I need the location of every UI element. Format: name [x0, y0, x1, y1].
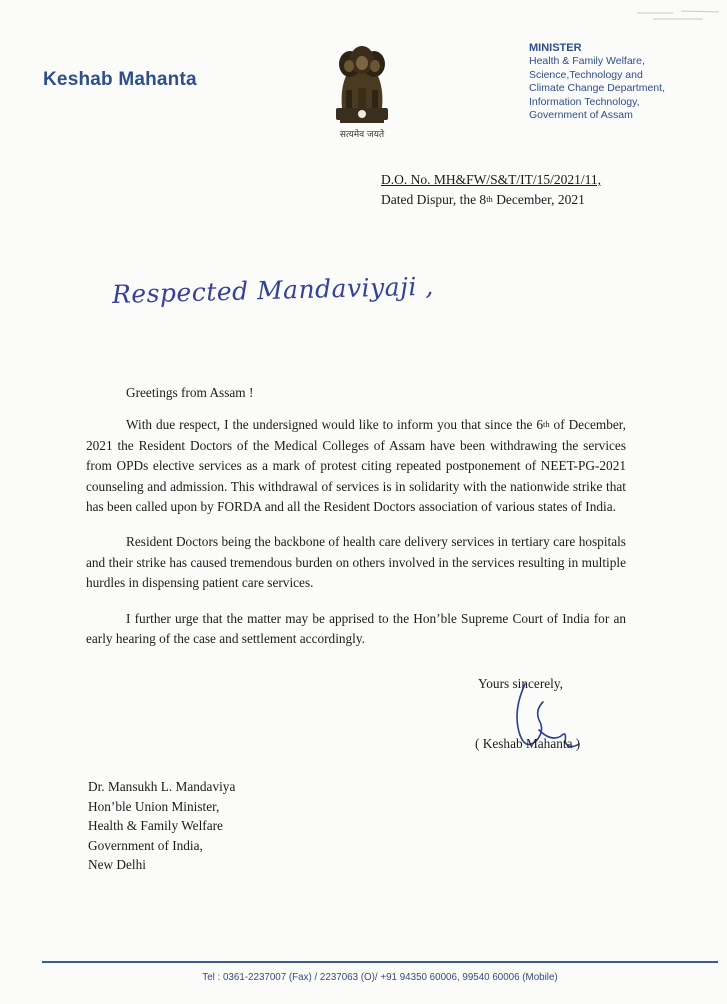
- paragraph-1-start: With due respect, I the undersigned would like to inform you that since the 6: [126, 417, 543, 433]
- recipient-line: Hon’ble Union Minister,: [88, 798, 220, 814]
- minister-line: Climate Change Department,: [529, 82, 665, 95]
- greeting: Greetings from Assam !: [126, 385, 254, 400]
- signer-name: ( Keshab Mahanta ): [475, 736, 581, 751]
- dated-suffix: December, 2021: [492, 192, 585, 207]
- footer-contact: Tel : 0361-2237007 (Fax) / 2237063 (O)/ +91 94350 60006, 99540 60006 (Mobile): [202, 972, 558, 983]
- footer-divider: [42, 961, 718, 963]
- recipient-line: Government of India,: [88, 837, 203, 853]
- handwritten-salutation: Respected Mandaviyaji ,: [111, 271, 435, 309]
- do-number: D.O. No. MH&FW/S&T/IT/15/2021/11,: [381, 172, 602, 187]
- emblem-motto: सत्यमेव जयते: [339, 130, 385, 140]
- reference-block: [381, 170, 701, 210]
- paragraph-2: Resident Doctors being the backbone of health care delivery services in tertiary care hospitals and their strike has caused tremendous burden on others involved in the services resulting in multiple hurdles in dispensing patient care services.: [86, 534, 626, 591]
- minister-title: MINISTER: [529, 42, 582, 54]
- recipient-line: Health & Family Welfare: [88, 818, 223, 833]
- minister-line: Information Technology,: [529, 95, 640, 108]
- dated-prefix: Dated Dispur, the 8: [381, 192, 487, 207]
- paragraph-3: I further urge that the matter may be apprised to the Hon’ble Supreme Court of India for an early hearing of the case and settlement accordingly.: [86, 610, 626, 647]
- minister-details: [529, 42, 719, 122]
- dated-sup: th: [486, 194, 493, 204]
- recipient-line: New Delhi: [88, 857, 146, 872]
- minister-line: Science,Technology and: [529, 68, 643, 81]
- minister-line: Government of Assam: [529, 109, 633, 122]
- paragraph-1: [86, 415, 626, 517]
- recipient-address: [88, 777, 235, 875]
- dated-line: [381, 190, 701, 210]
- recipient-line: Dr. Mansukh L. Mandaviya: [88, 779, 236, 794]
- corner-scribble: [633, 5, 723, 35]
- letter-body: [86, 383, 626, 664]
- paragraph-1-rest: of December, 2021 the Resident Doctors of the Medical Colleges of Assam have been withdrawing the services from OPDs elective services as a mark of protest citing repeated postponement of NEET-PG-2021 counseling and admission. This withdrawal of services is in solidarity with the nationwide strike that has been called upon by FORDA and all the Resident Doctors association of various states of India.: [86, 417, 626, 515]
- minister-line: Health & Family Welfare,: [529, 55, 645, 68]
- paragraph-1-sup: th: [542, 419, 550, 430]
- sender-name: Keshab Mahanta: [43, 69, 197, 90]
- valediction: Yours sincerely,: [478, 676, 563, 691]
